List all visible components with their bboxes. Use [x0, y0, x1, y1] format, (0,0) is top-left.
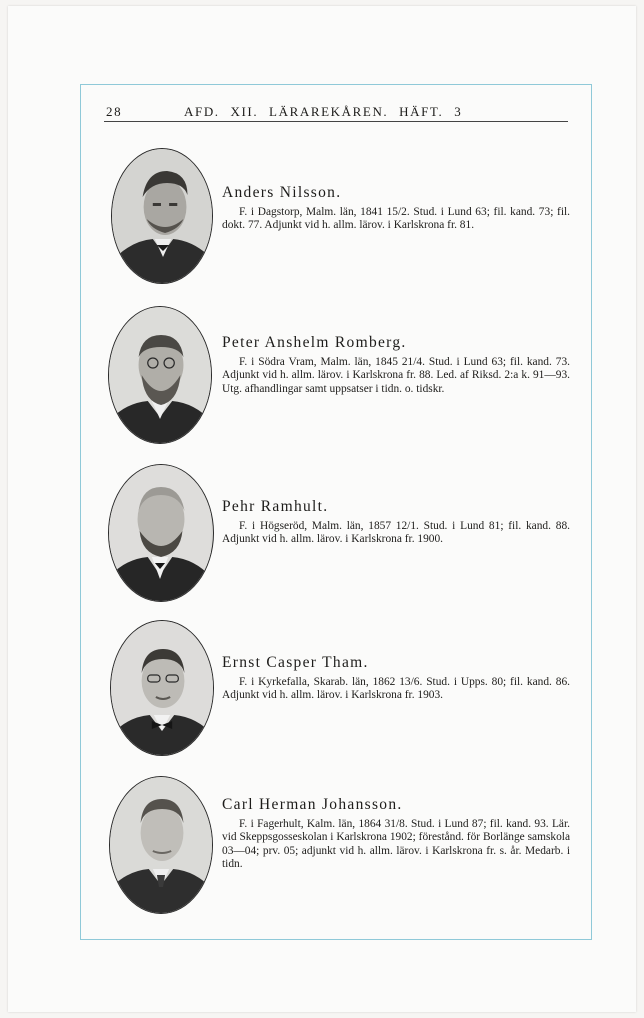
portrait-photo [111, 148, 213, 284]
page-number: 28 [106, 104, 123, 119]
portrait-photo [108, 464, 214, 602]
biography-entry [104, 464, 570, 604]
portrait-photo [108, 306, 212, 444]
biography-entry [104, 620, 570, 760]
person-biography: F. i Kyrkefalla, Skarab. län, 1862 13/6. Stud. i Upps. 80; fil. kand. 86. Adjunkt vid h. allm. lärov. i Karlskrona fr. 1903. [222, 676, 570, 702]
person-name: Peter Anshelm Romberg. [222, 334, 407, 351]
biography-entry [104, 306, 570, 446]
header-rule [104, 121, 568, 122]
running-head: AFD. XII. LÄRAREKÅREN. HÄFT. 3 [184, 104, 463, 119]
person-name: Carl Herman Johansson. [222, 796, 403, 813]
portrait-photo [109, 776, 213, 914]
person-name: Pehr Ramhult. [222, 498, 329, 515]
person-biography: F. i Fagerhult, Kalm. län, 1864 31/8. Stud. i Lund 87; fil. kand. 93. Lär. vid Skeppsgosseskolan i Karlskrona 1902; förestånd. för Borlänge samskola 03—04; prv. 05; adjunkt vid h. allm. lärov. i Karlskrona fr. s. år. Medarb. i tidn. [222, 818, 570, 871]
person-biography: F. i Dagstorp, Malm. län, 1841 15/2. Stud. i Lund 63; fil. kand. 73; fil. dokt. 77. Adjunkt vid h. allm. lärov. i Karlskrona fr. 81. [222, 206, 570, 232]
person-name: Ernst Casper Tham. [222, 654, 369, 671]
person-name: Anders Nilsson. [222, 184, 342, 201]
person-biography: F. i Södra Vram, Malm. län, 1845 21/4. Stud. i Lund 63; fil. kand. 73. Adjunkt vid h. allm. lärov. i Karlskrona fr. 88. Led. af Riksd. 2:a k. 91—93. Utg. afhandlingar samt uppsatser i tidn. o. tidskr. [222, 356, 570, 395]
biography-entry [104, 148, 570, 288]
portrait-photo [110, 620, 214, 756]
person-biography: F. i Högseröd, Malm. län, 1857 12/1. Stud. i Lund 81; fil. kand. 88. Adjunkt vid h. allm. lärov. i Karlskrona fr. 1900. [222, 520, 570, 546]
biography-entry [104, 776, 570, 916]
